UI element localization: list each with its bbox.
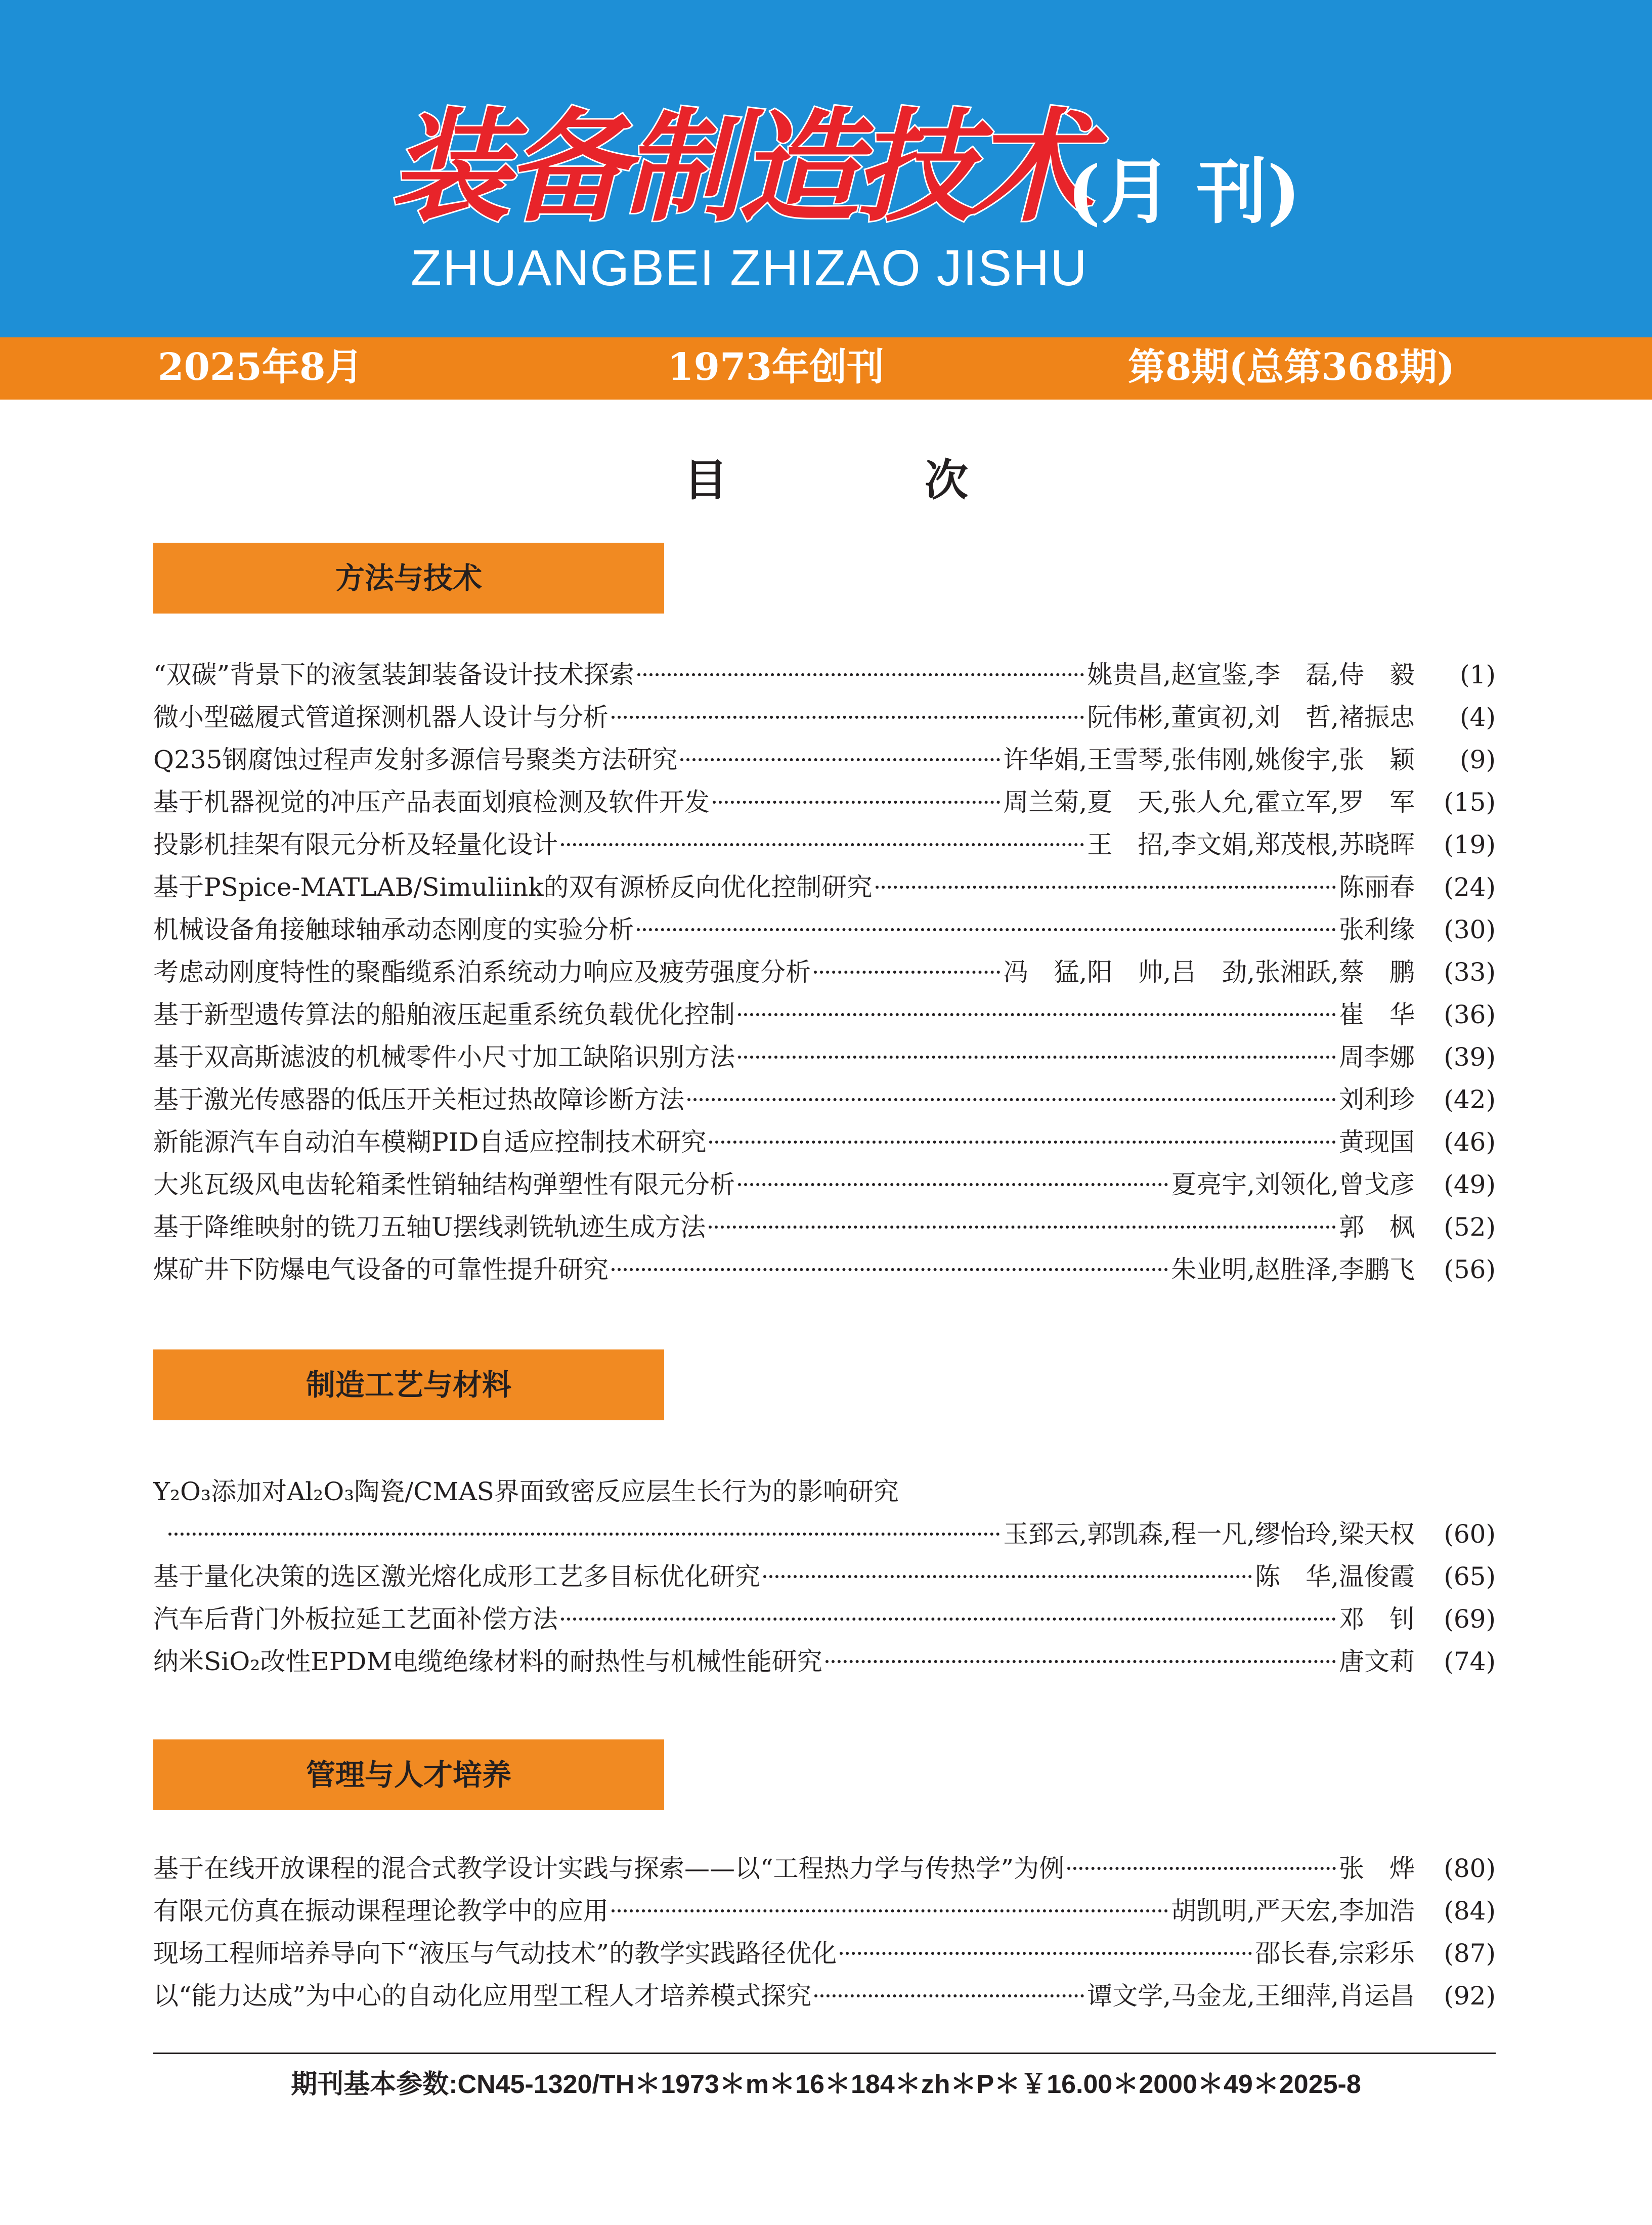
entry-page: (36)	[1444, 1000, 1496, 1029]
entry-title: 以“能力达成”为中心的自动化应用型工程人才培养模式探究	[153, 1981, 812, 2011]
entry-authors: 王 招,李文娟,郑茂根,苏晓晖	[1087, 830, 1415, 859]
entry-page: (65)	[1444, 1562, 1496, 1591]
issue-bar	[0, 337, 1652, 400]
dot-leader	[763, 1575, 1252, 1578]
toc-entry[interactable]	[153, 696, 1496, 738]
dot-leader	[709, 1141, 1336, 1144]
dot-leader	[1067, 1867, 1336, 1870]
toc-entry[interactable]	[153, 1036, 1496, 1078]
entry-title: 现场工程师培养导向下“液压与气动技术”的教学实践路径优化	[153, 1939, 837, 1968]
entry-authors: 胡凯明,严天宏,李加浩	[1171, 1896, 1415, 1926]
toc-entry[interactable]	[153, 1121, 1496, 1163]
section-heading: 管理与人才培养	[153, 1739, 664, 1810]
entry-page: (1)	[1460, 660, 1496, 689]
entry-page: (56)	[1444, 1255, 1496, 1284]
dot-leader	[612, 1909, 1168, 1912]
dot-leader	[713, 801, 1000, 804]
entry-page: (49)	[1444, 1170, 1496, 1199]
dot-leader	[738, 1056, 1336, 1059]
entry-authors: 郭 枫	[1339, 1212, 1415, 1242]
entry-title: 基于在线开放课程的混合式教学设计实践与探索——以“工程热力学与传热学”为例	[153, 1854, 1065, 1883]
toc-entry[interactable]	[153, 866, 1496, 908]
toc-entry[interactable]	[153, 1890, 1496, 1932]
journal-pinyin: ZHUANGBEI ZHIZAO JISHU	[411, 240, 1088, 296]
toc-entry[interactable]	[153, 1640, 1496, 1683]
toc-entry[interactable]	[153, 908, 1496, 951]
entry-authors: 张 烨	[1339, 1854, 1415, 1883]
entry-page: (24)	[1444, 872, 1496, 902]
entry-authors: 陈 华,温俊霞	[1255, 1562, 1415, 1591]
entry-authors: 姚贵昌,赵宣鉴,李 磊,侍 毅	[1087, 660, 1415, 689]
dot-leader	[561, 1618, 1336, 1621]
entry-page: (39)	[1444, 1042, 1496, 1072]
entry-authors: 陈丽春	[1339, 872, 1415, 902]
entry-authors: 阮伟彬,董寅初,刘 哲,褚振忠	[1087, 703, 1415, 732]
toc-entry-title-line[interactable]	[153, 1470, 1496, 1513]
entry-title: 煤矿井下防爆电气设备的可靠性提升研究	[153, 1255, 608, 1284]
section-list	[153, 653, 1496, 1291]
dot-leader	[687, 1098, 1336, 1101]
entry-title: 基于机器视觉的冲压产品表面划痕检测及软件开发	[153, 788, 710, 817]
toc-entry[interactable]	[153, 1078, 1496, 1121]
issue-date: 2025年8月	[158, 345, 363, 389]
issue-number: 第8期(总第368期)	[1128, 345, 1455, 389]
entry-authors: 刘利珍	[1339, 1085, 1415, 1114]
dot-leader	[637, 673, 1084, 676]
entry-title: 新能源汽车自动泊车模糊PID自适应控制技术研究	[153, 1127, 707, 1157]
entry-authors: 黄现国	[1339, 1127, 1415, 1157]
entry-title: Q235钢腐蚀过程声发射多源信号聚类方法研究	[153, 745, 678, 774]
entry-page: (69)	[1444, 1604, 1496, 1634]
toc-entry[interactable]	[153, 993, 1496, 1036]
toc-entry[interactable]	[153, 1163, 1496, 1206]
entry-page: (4)	[1460, 703, 1496, 732]
toc-entry[interactable]	[153, 823, 1496, 866]
dot-leader	[738, 1183, 1168, 1186]
entry-page: (52)	[1444, 1212, 1496, 1242]
toc-entry[interactable]	[153, 951, 1496, 993]
entry-authors: 冯 猛,阳 帅,吕 劲,张湘跃,蔡 鹏	[1003, 957, 1415, 987]
entry-title: 基于量化决策的选区激光熔化成形工艺多目标优化研究	[153, 1562, 760, 1591]
entry-title: 考虑动刚度特性的聚酯缆系泊系统动力响应及疲劳强度分析	[153, 957, 811, 987]
toc-entry[interactable]	[153, 1555, 1496, 1598]
section-list	[153, 1847, 1496, 2017]
entry-page: (42)	[1444, 1085, 1496, 1114]
dot-leader	[561, 843, 1084, 846]
entry-title: 微小型磁履式管道探测机器人设计与分析	[153, 703, 608, 732]
entry-page: (9)	[1460, 745, 1496, 774]
journal-parameters: 期刊基本参数:CN45-1320/TH＊1973＊m＊16＊184＊zh＊P＊￥16.00＊2000＊49＊2025-8	[291, 2070, 1361, 2099]
entry-authors: 周兰菊,夏 天,张人允,霍立军,罗 军	[1003, 788, 1415, 817]
entry-authors: 许华娟,王雪琴,张伟刚,姚俊宇,张 颖	[1003, 745, 1415, 774]
entry-title: 基于双高斯滤波的机械零件小尺寸加工缺陷识别方法	[153, 1042, 735, 1072]
dot-leader	[709, 1226, 1336, 1229]
entry-title: “双碳”背景下的液氢装卸装备设计技术探索	[153, 660, 635, 689]
toc-title: 目 次	[684, 455, 1059, 506]
entry-title: 基于激光传感器的低压开关柜过热故障诊断方法	[153, 1085, 684, 1114]
toc-entry[interactable]	[153, 653, 1496, 696]
dot-leader	[637, 928, 1336, 931]
entry-authors: 唐文莉	[1339, 1647, 1415, 1676]
toc-entry[interactable]	[153, 1598, 1496, 1640]
entry-authors: 张利缘	[1339, 915, 1415, 944]
entry-page: (19)	[1444, 830, 1496, 859]
section-list	[153, 1470, 1496, 1683]
dot-leader	[680, 758, 1000, 761]
entry-page: (87)	[1444, 1939, 1496, 1968]
entry-authors: 谭文学,马金龙,王细萍,肖运昌	[1087, 1981, 1415, 2011]
footer-divider	[153, 2053, 1496, 2054]
entry-page: (30)	[1444, 915, 1496, 944]
entry-authors: 玉郅云,郭凯森,程一凡,缪怡玲,梁天权	[1003, 1519, 1415, 1549]
toc-entry[interactable]	[153, 781, 1496, 823]
entry-title: Y₂O₃添加对Al₂O₃陶瓷/CMAS界面致密反应层生长行为的影响研究	[153, 1477, 899, 1506]
entry-title: 纳米SiO₂改性EPDM电缆绝缘材料的耐热性与机械性能研究	[153, 1647, 822, 1676]
journal-logo: 装备制造技术	[389, 96, 1088, 238]
entry-page: (84)	[1444, 1896, 1496, 1926]
dot-leader	[612, 716, 1084, 719]
dot-leader	[814, 971, 1000, 974]
entry-page: (33)	[1444, 957, 1496, 987]
entry-authors: 周李娜	[1339, 1042, 1415, 1072]
entry-title: 机械设备角接触球轴承动态刚度的实验分析	[153, 915, 634, 944]
dot-leader	[814, 1994, 1084, 1997]
toc-entry[interactable]	[153, 1206, 1496, 1248]
toc-entry[interactable]	[153, 1513, 1496, 1555]
dot-leader	[168, 1533, 1000, 1536]
dot-leader	[612, 1268, 1168, 1271]
section-heading: 方法与技术	[153, 543, 664, 614]
toc-entry[interactable]	[153, 1975, 1496, 2017]
entry-authors: 邵长春,宗彩乐	[1255, 1939, 1415, 1968]
entry-title: 有限元仿真在振动课程理论教学中的应用	[153, 1896, 608, 1926]
cover-header	[0, 0, 1652, 337]
toc-entry[interactable]	[153, 1248, 1496, 1291]
entry-page: (80)	[1444, 1854, 1496, 1883]
entry-page: (74)	[1444, 1647, 1496, 1676]
dot-leader	[840, 1952, 1252, 1955]
entry-title: 基于PSpice-MATLAB/Simuliink的双有源桥反向优化控制研究	[153, 872, 873, 902]
toc-entry[interactable]	[153, 1932, 1496, 1975]
dot-leader	[738, 1013, 1336, 1016]
entry-page: (92)	[1444, 1981, 1496, 2011]
section-heading: 制造工艺与材料	[153, 1349, 664, 1420]
entry-authors: 邓 钊	[1339, 1604, 1415, 1634]
dot-leader	[876, 886, 1336, 889]
dot-leader	[825, 1660, 1336, 1663]
founded-year: 1973年创刊	[668, 345, 884, 389]
entry-authors: 崔 华	[1339, 1000, 1415, 1029]
toc-entry[interactable]	[153, 738, 1496, 781]
entry-page: (15)	[1444, 788, 1496, 817]
entry-authors: 夏亮宇,刘领化,曾戈彦	[1171, 1170, 1415, 1199]
entry-title: 汽车后背门外板拉延工艺面补偿方法	[153, 1604, 558, 1634]
entry-page: (60)	[1444, 1519, 1496, 1549]
toc-entry[interactable]	[153, 1847, 1496, 1890]
entry-page: (46)	[1444, 1127, 1496, 1157]
entry-authors: 朱业明,赵胜泽,李鹏飞	[1171, 1255, 1415, 1284]
monthly-label: (月 刊)	[1067, 151, 1301, 234]
entry-title: 大兆瓦级风电齿轮箱柔性销轴结构弹塑性有限元分析	[153, 1170, 735, 1199]
entry-title: 基于降维映射的铣刀五轴U摆线剥铣轨迹生成方法	[153, 1212, 706, 1242]
entry-title: 基于新型遗传算法的船舶液压起重系统负载优化控制	[153, 1000, 735, 1029]
entry-title: 投影机挂架有限元分析及轻量化设计	[153, 830, 558, 859]
